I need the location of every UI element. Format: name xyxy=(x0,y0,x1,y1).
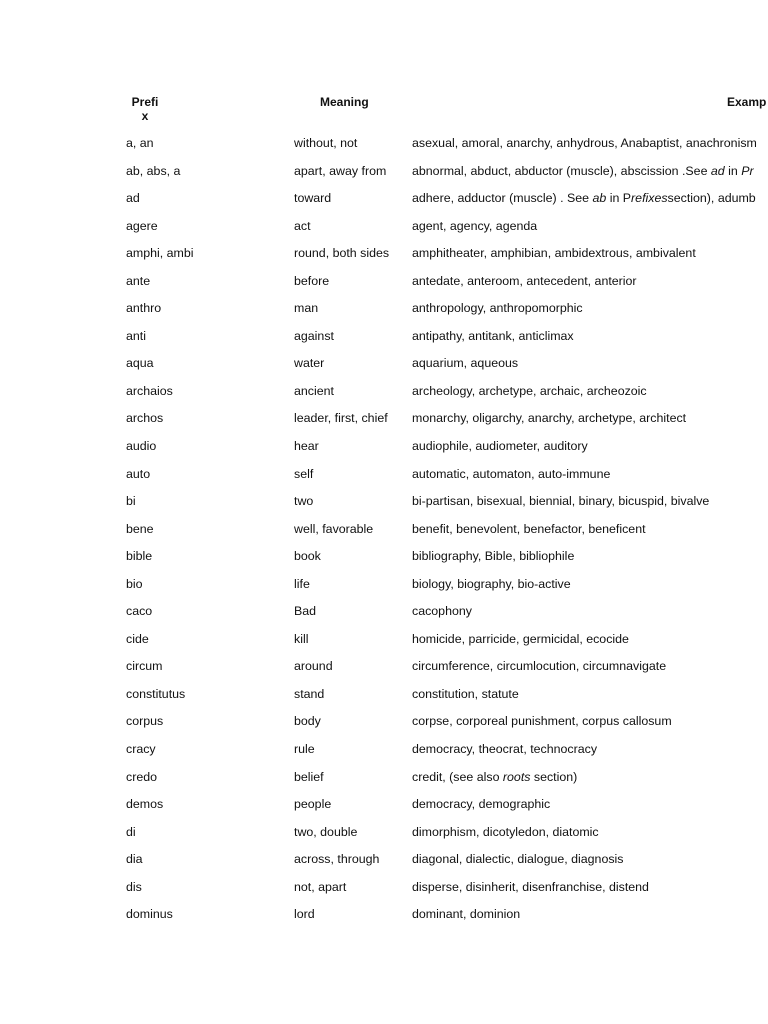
examples-text: audiophile, audiometer, auditory xyxy=(412,439,588,454)
examples-text: homicide, parricide, germicidal, ecocide xyxy=(412,631,629,646)
examples-text: asexual, amoral, anarchy, anhydrous, Anabaptist, anachronism xyxy=(412,136,757,150)
table-row xyxy=(0,384,768,412)
examples-cell xyxy=(412,852,623,866)
examples-text: circumference, circumlocution, circumnavigate xyxy=(412,659,667,674)
meaning-cell: without, not xyxy=(294,136,358,150)
prefix-cell: a, an xyxy=(126,136,154,150)
prefix-cell: caco xyxy=(126,604,153,619)
examples-cell xyxy=(412,191,756,205)
prefix-cell: ante xyxy=(126,273,151,288)
meaning-cell: stand xyxy=(294,686,325,701)
examples-cell xyxy=(412,742,597,756)
meaning-cell: people xyxy=(294,797,332,812)
meaning-cell: life xyxy=(294,576,310,591)
examples-cell xyxy=(412,880,649,894)
examples-text: dimorphism, dicotyledon, diatomic xyxy=(412,824,599,839)
table-row xyxy=(0,274,768,302)
examples-text: adhere, adductor (muscle) . See xyxy=(412,191,593,206)
examples-italic-text: refixes xyxy=(631,191,668,206)
table-row xyxy=(0,136,768,164)
prefix-cell: archaios xyxy=(126,383,173,398)
prefix-cell: constitutus xyxy=(126,686,186,701)
examples-cell xyxy=(412,770,577,784)
meaning-cell: lord xyxy=(294,907,315,922)
meaning-cell: water xyxy=(294,356,325,371)
column-header-meaning: Meaning xyxy=(320,95,369,109)
table-row xyxy=(0,687,768,715)
examples-cell xyxy=(412,384,647,398)
table-row xyxy=(0,439,768,467)
prefix-cell: bible xyxy=(126,549,153,564)
prefix-cell: credo xyxy=(126,769,157,784)
prefix-cell: di xyxy=(126,824,136,839)
examples-text: credit, (see also xyxy=(412,769,503,784)
examples-cell xyxy=(412,164,754,178)
examples-text: section), adumb xyxy=(667,191,756,206)
table-row xyxy=(0,604,768,632)
prefix-cell: anti xyxy=(126,328,146,343)
table-row xyxy=(0,632,768,660)
table-row xyxy=(0,907,768,935)
table-row xyxy=(0,411,768,439)
prefix-cell: cracy xyxy=(126,742,156,757)
prefix-cell: dis xyxy=(126,879,142,894)
prefix-cell: archos xyxy=(126,411,164,426)
examples-italic-text: roots xyxy=(502,769,531,784)
examples-italic-text: ab xyxy=(592,191,607,206)
meaning-cell: belief xyxy=(294,769,324,784)
examples-cell xyxy=(412,274,637,288)
meaning-cell: round, both sides xyxy=(294,246,390,261)
meaning-cell: around xyxy=(294,659,333,674)
prefix-cell: aqua xyxy=(126,356,154,371)
column-header-prefix-line1: Prefi xyxy=(131,95,159,109)
table-row xyxy=(0,770,768,798)
meaning-cell: hear xyxy=(294,439,319,454)
prefix-cell: ab, abs, a xyxy=(126,163,181,178)
meaning-cell: two, double xyxy=(294,824,358,839)
prefix-cell: auto xyxy=(126,466,151,481)
column-header-examples: Examp xyxy=(727,95,767,109)
examples-text: democracy, theocrat, technocracy xyxy=(412,742,598,757)
meaning-cell: kill xyxy=(294,631,309,646)
meaning-cell: two xyxy=(294,494,314,509)
examples-text: bibliography, Bible, bibliophile xyxy=(412,549,575,564)
table-row xyxy=(0,577,768,605)
table-row xyxy=(0,301,768,329)
examples-cell xyxy=(412,632,629,646)
examples-text: abnormal, abduct, abductor (muscle), abscission .See xyxy=(412,163,711,178)
examples-cell xyxy=(412,907,520,921)
meaning-cell: leader, first, chief xyxy=(294,411,388,426)
prefix-cell: anthro xyxy=(126,301,162,316)
examples-text: archeology, archetype, archaic, archeozoic xyxy=(412,383,647,398)
table-row xyxy=(0,329,768,357)
examples-cell xyxy=(412,136,757,150)
examples-cell xyxy=(412,604,472,618)
table-row xyxy=(0,549,768,577)
table-row xyxy=(0,714,768,742)
examples-cell xyxy=(412,797,550,811)
examples-cell xyxy=(412,467,610,481)
table-row xyxy=(0,852,768,880)
meaning-cell: body xyxy=(294,714,321,729)
table-row xyxy=(0,880,768,908)
meaning-cell: act xyxy=(294,218,311,233)
examples-cell xyxy=(412,577,571,591)
examples-cell xyxy=(412,439,588,453)
examples-text: section) xyxy=(530,769,578,784)
examples-text: democracy, demographic xyxy=(412,797,551,812)
examples-text: biology, biography, bio-active xyxy=(412,576,571,591)
table-row xyxy=(0,797,768,825)
examples-cell xyxy=(412,522,646,536)
examples-text: disperse, disinherit, disenfranchise, distend xyxy=(412,879,649,894)
table-row xyxy=(0,246,768,274)
prefix-cell: amphi, ambi xyxy=(126,246,194,261)
examples-cell xyxy=(412,825,599,839)
prefix-cell: bi xyxy=(126,494,136,509)
examples-cell xyxy=(412,687,519,701)
examples-text: antedate, anteroom, antecedent, anterior xyxy=(412,273,637,288)
prefix-cell: bene xyxy=(126,521,154,536)
meaning-cell: against xyxy=(294,328,334,343)
prefix-cell: demos xyxy=(126,797,164,812)
prefix-cell: dia xyxy=(126,852,143,867)
meaning-cell: apart, away from xyxy=(294,163,387,178)
prefix-table xyxy=(0,136,768,935)
table-row xyxy=(0,522,768,550)
meaning-cell: toward xyxy=(294,191,332,206)
prefix-cell: corpus xyxy=(126,714,164,729)
meaning-cell: across, through xyxy=(294,852,380,867)
examples-cell xyxy=(412,659,666,673)
meaning-cell: self xyxy=(294,466,314,481)
column-header-prefix-line2: x xyxy=(141,109,149,123)
column-header-prefix xyxy=(130,95,160,123)
examples-cell xyxy=(412,301,583,315)
examples-text: automatic, automaton, auto-immune xyxy=(412,466,611,481)
meaning-cell: ancient xyxy=(294,383,334,398)
examples-text: antipathy, antitank, anticlimax xyxy=(412,328,574,343)
table-row xyxy=(0,494,768,522)
prefix-cell: agere xyxy=(126,218,158,233)
examples-text: in xyxy=(724,163,742,178)
table-row xyxy=(0,191,768,219)
table-row xyxy=(0,825,768,853)
examples-text: dominant, dominion xyxy=(412,907,521,922)
meaning-cell: book xyxy=(294,549,321,564)
examples-text: corpse, corporeal punishment, corpus callosum xyxy=(412,714,672,729)
meaning-cell: well, favorable xyxy=(294,521,374,536)
prefix-cell: cide xyxy=(126,631,149,646)
prefix-cell: circum xyxy=(126,659,163,674)
table-row xyxy=(0,742,768,770)
examples-text: agent, agency, agenda xyxy=(412,218,538,233)
table-row xyxy=(0,467,768,495)
table-row xyxy=(0,356,768,384)
examples-cell xyxy=(412,494,709,508)
prefix-cell: dominus xyxy=(126,907,173,922)
examples-cell xyxy=(412,411,686,425)
examples-text: in P xyxy=(606,191,632,206)
examples-cell xyxy=(412,356,518,370)
meaning-cell: man xyxy=(294,301,319,316)
examples-text: constitution, statute xyxy=(412,686,519,701)
examples-italic-text: ad xyxy=(710,163,725,178)
examples-text: amphitheater, amphibian, ambidextrous, ambivalent xyxy=(412,246,696,261)
meaning-cell: Bad xyxy=(294,604,317,619)
prefix-cell: bio xyxy=(126,576,143,591)
examples-text: aquarium, aqueous xyxy=(412,356,519,371)
examples-cell xyxy=(412,714,672,728)
examples-text: cacophony xyxy=(412,604,472,619)
examples-cell xyxy=(412,219,537,233)
examples-cell xyxy=(412,329,574,343)
prefix-cell: ad xyxy=(126,191,140,206)
examples-text: diagonal, dialectic, dialogue, diagnosis xyxy=(412,852,624,867)
prefix-cell: audio xyxy=(126,439,157,454)
meaning-cell: rule xyxy=(294,742,315,757)
examples-text: monarchy, oligarchy, anarchy, archetype, architect xyxy=(412,411,687,426)
examples-italic-text: Pr xyxy=(741,163,754,178)
table-row xyxy=(0,164,768,192)
table-row xyxy=(0,659,768,687)
examples-text: benefit, benevolent, benefactor, beneficent xyxy=(412,521,646,536)
examples-cell xyxy=(412,549,574,563)
table-row xyxy=(0,219,768,247)
meaning-cell: before xyxy=(294,273,330,288)
examples-text: bi-partisan, bisexual, biennial, binary, bicuspid, bivalve xyxy=(412,494,710,509)
meaning-cell: not, apart xyxy=(294,879,347,894)
examples-cell xyxy=(412,246,696,260)
examples-text: anthropology, anthropomorphic xyxy=(412,301,583,316)
